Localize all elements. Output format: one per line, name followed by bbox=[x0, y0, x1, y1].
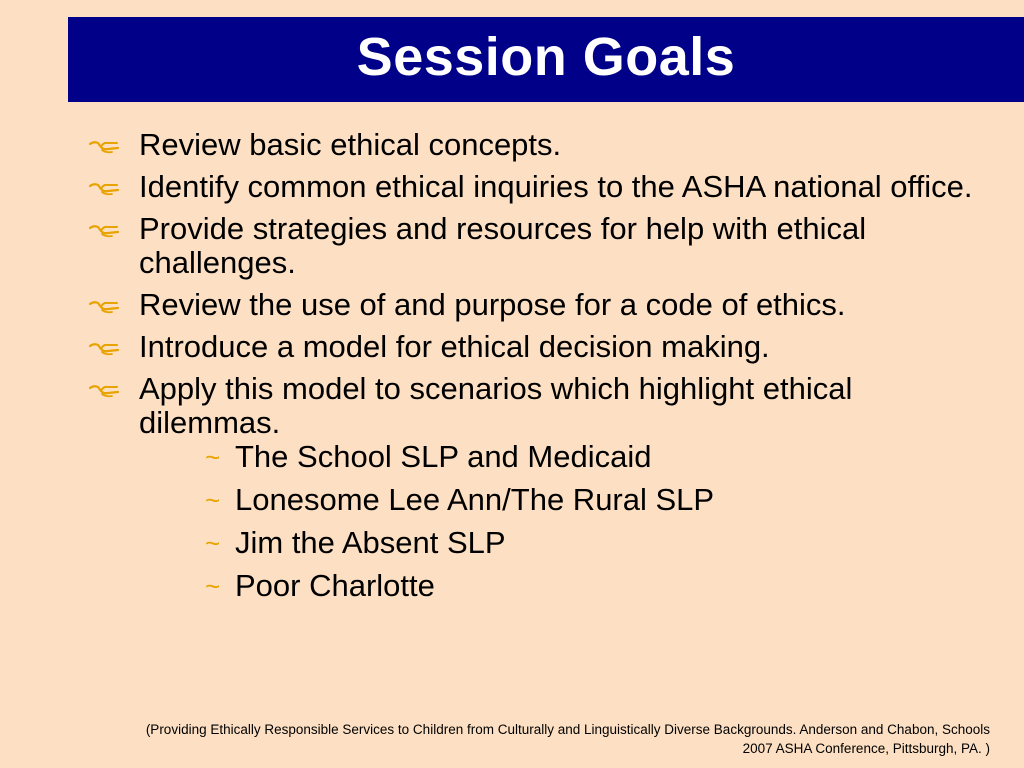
slide-title: Session Goals bbox=[356, 26, 736, 87]
citation-line-2: 2007 ASHA Conference, Pittsburgh, PA. ) bbox=[742, 741, 990, 756]
tilde-icon: ~ bbox=[205, 571, 221, 601]
sub-bullet-text: The School SLP and Medicaid bbox=[235, 439, 652, 474]
bullet-item bbox=[88, 170, 988, 204]
citation bbox=[70, 720, 990, 758]
sub-bullet-list bbox=[139, 440, 988, 603]
bullet-text: Identify common ethical inquiries to the ASHA national office. bbox=[139, 169, 973, 204]
pointing-hand-icon bbox=[88, 179, 122, 197]
sub-bullet-text: Poor Charlotte bbox=[235, 568, 435, 603]
bullet-text: Provide strategies and resources for help with ethical challenges. bbox=[139, 211, 867, 280]
bullet-text: Apply this model to scenarios which highlight ethical dilemmas. bbox=[139, 371, 853, 440]
pointing-hand-icon bbox=[88, 339, 122, 357]
sub-bullet-item bbox=[205, 569, 988, 603]
title-bar bbox=[68, 17, 1024, 102]
bullet-item bbox=[88, 330, 988, 364]
bullet-list bbox=[88, 128, 988, 612]
sub-bullet-item bbox=[205, 526, 988, 560]
pointing-hand-icon bbox=[88, 381, 122, 399]
sub-bullet-text: Jim the Absent SLP bbox=[235, 525, 506, 560]
tilde-icon: ~ bbox=[205, 528, 221, 558]
pointing-hand-icon bbox=[88, 297, 122, 315]
bullet-item bbox=[88, 212, 988, 280]
bullet-text: Review basic ethical concepts. bbox=[139, 127, 562, 162]
bullet-item bbox=[88, 288, 988, 322]
tilde-icon: ~ bbox=[205, 485, 221, 515]
bullet-text: Introduce a model for ethical decision making. bbox=[139, 329, 770, 364]
bullet-item bbox=[88, 372, 988, 603]
tilde-icon: ~ bbox=[205, 442, 221, 472]
sub-bullet-item bbox=[205, 483, 988, 517]
sub-bullet-item bbox=[205, 440, 988, 474]
citation-line-1: (Providing Ethically Responsible Services to Children from Culturally and Linguistically Diverse Backgrounds. Anderson and Chabon, Schools bbox=[145, 722, 990, 737]
bullet-item bbox=[88, 128, 988, 162]
bullet-text: Review the use of and purpose for a code of ethics. bbox=[139, 287, 846, 322]
sub-bullet-text: Lonesome Lee Ann/The Rural SLP bbox=[235, 482, 715, 517]
pointing-hand-icon bbox=[88, 221, 122, 239]
pointing-hand-icon bbox=[88, 137, 122, 155]
